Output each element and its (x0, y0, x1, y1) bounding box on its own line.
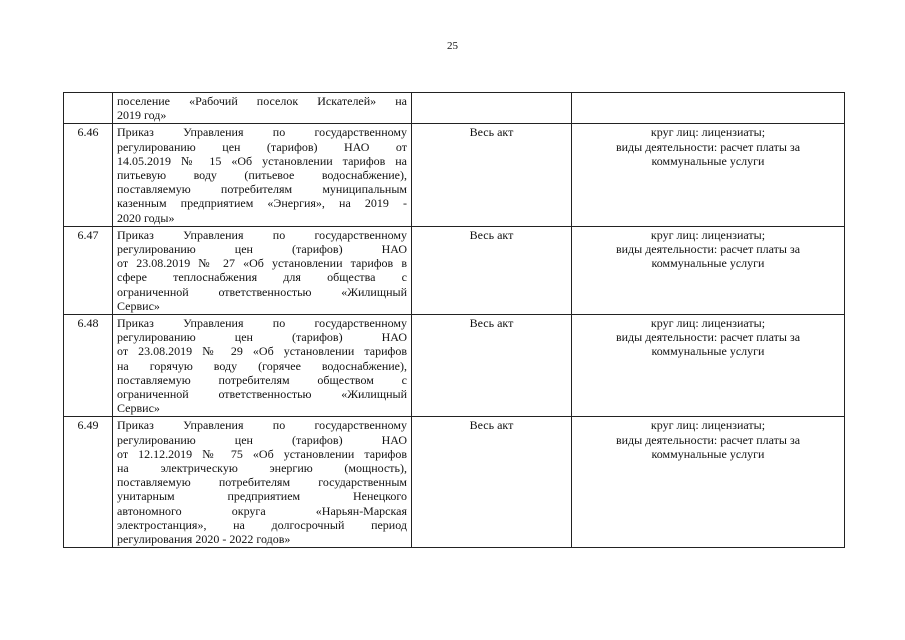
row-number-cell: 6.47 (64, 226, 113, 314)
act-title-cell (113, 93, 412, 124)
act-title-line: от 23.08.2019 № 27 «Об установлении тарифов в (117, 256, 407, 271)
description-line: круг лиц: лицензиаты; (650, 316, 766, 331)
act-title-line: регулированию цен (тарифов) НАО (117, 432, 407, 447)
row-number-cell: 6.48 (64, 315, 113, 417)
description-cell (572, 226, 845, 314)
act-title-line: ограниченной ответственностью «Жилищный (117, 284, 407, 299)
act-title-line: 14.05.2019 № 15 «Об установлении тарифов на (117, 153, 407, 168)
description-line: круг лиц: лицензиаты; (650, 418, 766, 433)
act-title-line: 2020 годы» (117, 210, 175, 225)
act-title-line: автономного округа «Нарьян-Марская (117, 503, 407, 518)
act-title-line: Приказ Управления по государственному (117, 227, 407, 242)
description-line: виды деятельности: расчет платы за (615, 432, 801, 447)
description-line: коммунальные услуги (651, 344, 765, 359)
act-title-line: регулированию цен (тарифов) НАО (117, 242, 407, 257)
row-number-cell: 6.49 (64, 417, 113, 548)
act-title-line: регулированию цен (тарифов) НАО от (117, 139, 407, 154)
table-row (64, 124, 845, 226)
description-cell (572, 93, 845, 124)
scope-cell: Весь акт (412, 226, 572, 314)
act-title-line: питьевую воду (питьевое водоснабжение), (117, 168, 407, 183)
act-title-cell (113, 124, 412, 226)
table-row (64, 315, 845, 417)
description-line: коммунальные услуги (651, 153, 765, 168)
act-title-line: на горячую воду (горячее водоснабжение), (117, 358, 407, 373)
act-title-line: регулированию цен (тарифов) НАО (117, 330, 407, 345)
act-title-line: казенным предприятием «Энергия», на 2019 - (117, 196, 407, 211)
description-line: виды деятельности: расчет платы за (615, 330, 801, 345)
act-title-line: ограниченной ответственностью «Жилищный (117, 387, 407, 402)
description-line: коммунальные услуги (651, 256, 765, 271)
row-number-cell (64, 93, 113, 124)
page-number: 25 (447, 40, 458, 52)
table-row-continuation (64, 93, 845, 124)
scope-cell: Весь акт (412, 315, 572, 417)
act-title-line: электростанция», на долгосрочный период (117, 517, 407, 532)
acts-table (63, 92, 845, 548)
act-title-line: Приказ Управления по государственному (117, 125, 407, 140)
description-line: коммунальные услуги (651, 446, 765, 461)
act-title-line: Сервис» (117, 401, 160, 416)
act-title-cell (113, 226, 412, 314)
act-title-line: Сервис» (117, 298, 160, 313)
act-title-line: регулирования 2020 - 2022 годов» (117, 532, 291, 547)
act-title-line: от 23.08.2019 № 29 «Об установлении тарифов (117, 344, 407, 359)
act-title-line: на электрическую энергию (мощность), (117, 461, 407, 476)
act-title-line: Приказ Управления по государственному (117, 316, 407, 331)
act-title-line: Приказ Управления по государственному (117, 418, 407, 433)
description-line: круг лиц: лицензиаты; (650, 227, 766, 242)
act-title-line: поставляемую потребителям муниципальным (117, 182, 407, 197)
row-number-cell: 6.46 (64, 124, 113, 226)
act-title-line: унитарным предприятием Ненецкого (117, 489, 407, 504)
act-title-line: сфере теплоснабжения для общества с (117, 270, 407, 285)
description-cell (572, 124, 845, 226)
act-title-cell (113, 417, 412, 548)
scope-cell: Весь акт (412, 417, 572, 548)
scope-cell (412, 93, 572, 124)
description-cell (572, 417, 845, 548)
act-title-line: поселение «Рабочий поселок Искателей» на (117, 94, 407, 108)
description-cell (572, 315, 845, 417)
act-title-line: поставляемую потребителям государственным (117, 475, 407, 490)
act-title-cell (113, 315, 412, 417)
description-line: виды деятельности: расчет платы за (615, 242, 801, 257)
description-line: круг лиц: лицензиаты; (650, 125, 766, 140)
table-row (64, 226, 845, 314)
act-title-line: поставляемую потребителям обществом с (117, 372, 407, 387)
table-row (64, 417, 845, 548)
scope-cell: Весь акт (412, 124, 572, 226)
description-line: виды деятельности: расчет платы за (615, 139, 801, 154)
act-title-line: от 12.12.2019 № 75 «Об установлении тарифов (117, 446, 407, 461)
acts-table-body (64, 93, 845, 548)
act-title-line: 2019 год» (117, 108, 167, 123)
